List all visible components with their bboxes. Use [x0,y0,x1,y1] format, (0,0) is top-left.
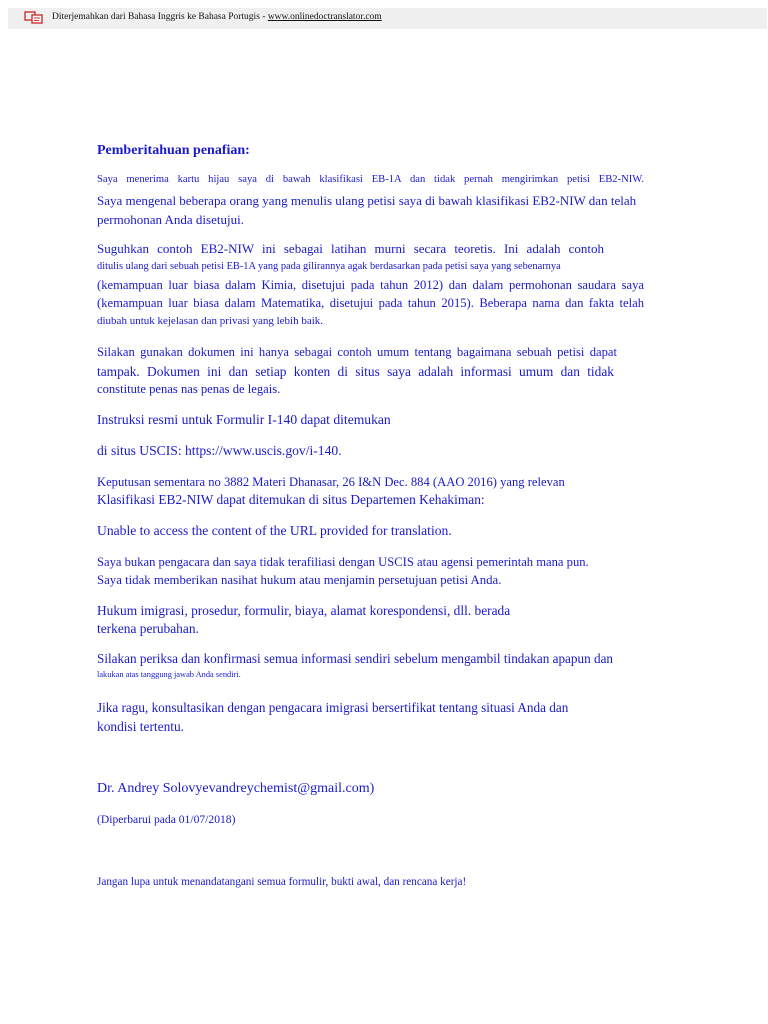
author-line: Dr. Andrey Solovyevandreychemist@gmail.com) [97,781,375,796]
paragraph-line: Saya mengenal beberapa orang yang menulis ulang petisi saya di bawah klasifikasi EB2-NIW dan telah [97,193,637,208]
banner-text: Diterjemahkan dari Bahasa Inggris ke Bahasa Portugis - www.onlinedoctranslator.com [52,12,382,22]
paragraph-line: ditulis ulang dari sebuah petisi EB-1A yang pada gilirannya agak berdasarkan pada petisi saya yang sebenarnya [97,261,561,272]
updated-date: (Diperbarui pada 01/07/2018) [97,813,236,826]
translator-logo-icon [24,11,44,24]
paragraph-line: Hukum imigrasi, prosedur, formulir, biaya, alamat korespondensi, dll. berada [97,603,511,618]
paragraph-line: terkena perubahan. [97,621,199,636]
paragraph-line: Unable to access the content of the URL provided for translation. [97,523,452,538]
uscis-link-text: di situs USCIS: https://www.uscis.gov/i-140. [97,443,342,458]
paragraph-line: diubah untuk kejelasan dan privasi yang lebih baik. [97,315,324,327]
paragraph-line: Saya menerima kartu hijau saya di bawah klasifikasi EB-1A dan tidak pernah mengirimkan petisi EB2-NIW. [97,174,644,185]
disclaimer-heading: Pemberitahuan penafian: [97,143,250,158]
translation-banner [8,8,767,29]
paragraph-line: Saya bukan pengacara dan saya tidak terafiliasi dengan USCIS atau agensi pemerintah mana pun. [97,555,589,569]
paragraph-line: Instruksi resmi untuk Formulir I-140 dapat ditemukan [97,412,391,427]
paragraph-line: Silakan periksa dan konfirmasi semua informasi sendiri sebelum mengambil tindakan apapun dan [97,651,614,666]
paragraph-line: (kemampuan luar biasa dalam Matematika, disetujui pada tahun 2015). Beberapa nama dan fakta telah [97,296,644,310]
paragraph-line: tampak. Dokumen ini dan setiap konten di situs saya adalah informasi umum dan tidak [97,364,614,379]
paragraph-line: (kemampuan luar biasa dalam Kimia, disetujui pada tahun 2012) dan dalam permohonan saudara saya [97,278,644,292]
paragraph-line: constitute penas nas penas de legais. [97,382,281,396]
footer-reminder: Jangan lupa untuk menandatangani semua formulir, bukti awal, dan rencana kerja! [97,876,467,888]
paragraph-line: Suguhkan contoh EB2-NIW ini sebagai latihan murni secara teoretis. Ini adalah contoh [97,241,604,256]
paragraph-line: lakukan atas tanggung jawab Anda sendiri. [97,670,241,679]
paragraph-line: kondisi tertentu. [97,719,185,734]
paragraph-line: Keputusan sementara no 3882 Materi Dhanasar, 26 I&N Dec. 884 (AAO 2016) yang relevan [97,475,565,489]
paragraph-line: Jika ragu, konsultasikan dengan pengacara imigrasi bersertifikat tentang situasi Anda dan [97,700,569,715]
paragraph-line: Silakan gunakan dokumen ini hanya sebagai contoh umum tentang bagaimana sebuah petisi dapat [97,345,617,359]
paragraph-line: Klasifikasi EB2-NIW dapat ditemukan di situs Departemen Kehakiman: [97,492,485,507]
paragraph-line: Saya tidak memberikan nasihat hukum atau menjamin persetujuan petisi Anda. [97,573,502,587]
paragraph-line: permohonan Anda disetujui. [97,212,244,227]
banner-link[interactable]: www.onlinedoctranslator.com [267,12,382,22]
